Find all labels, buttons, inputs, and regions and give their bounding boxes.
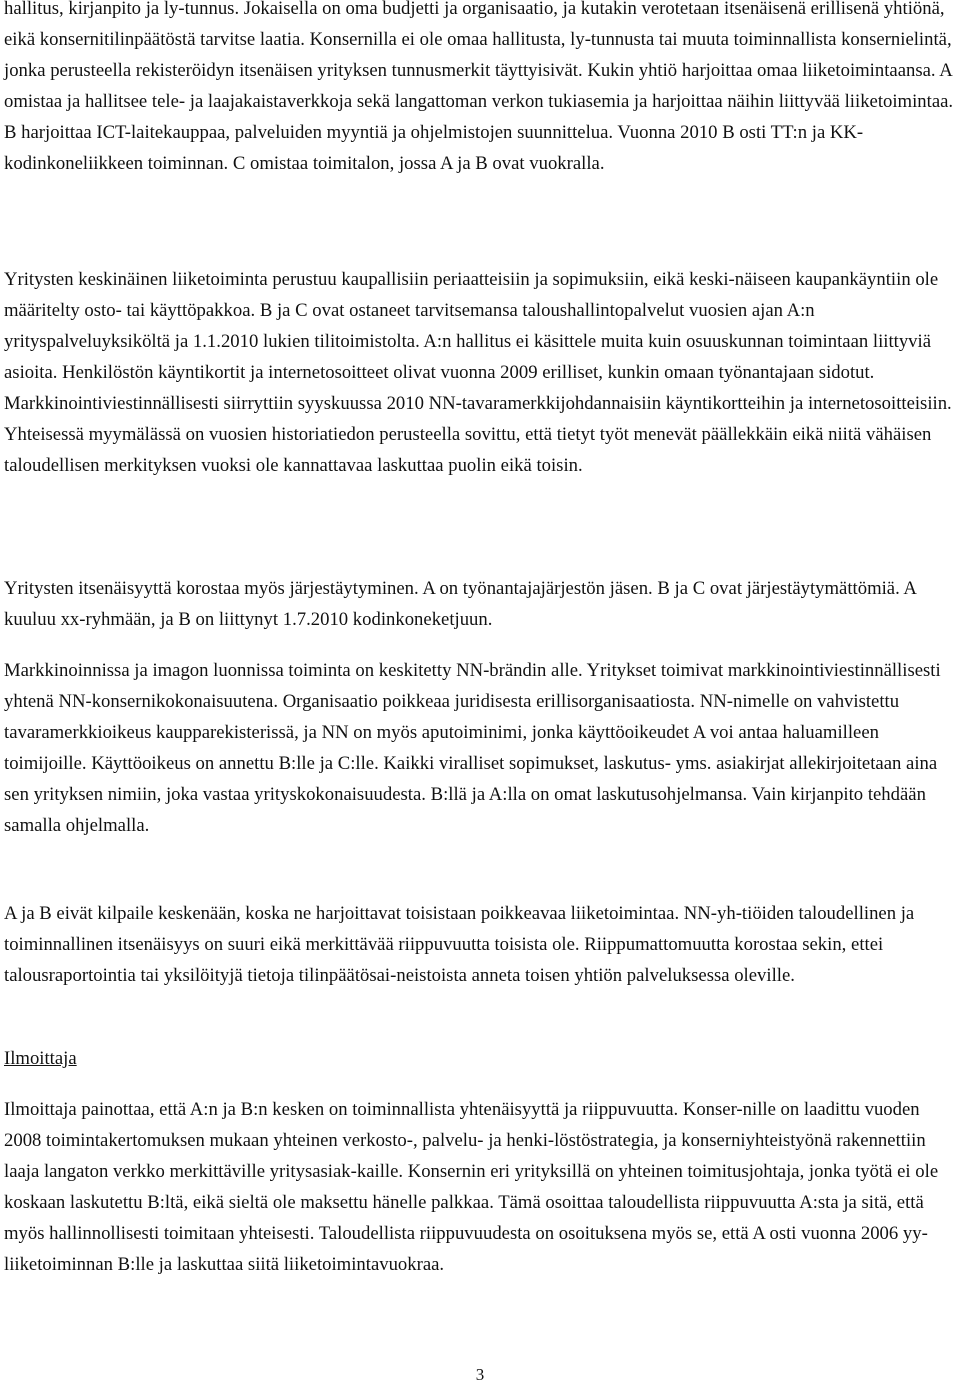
paragraph-marketing: Markkinoinnissa ja imagon luonnissa toiminta on keskitetty NN-brändin alle. Yritykset toimivat markkinointiviestinnällisesti yhtenä NN-konsernikokonaisuutena. Organisaatio poikkeaa juridisesta erillisorganisaatiosta. NN-nimelle on vahvistettu tavaramerkkioikeus kaupparekisterissä, ja NN on myös aputoiminimi, jonka käyttöoikeudet A voi antaa haluamilleen toimijoille. Käyttöoikeus on annettu B:lle ja C:lle. Kaikki viralliset sopimukset, laskutus- yms. asiakirjat allekirjoitetaan aina sen yrityksen nimiin, joka vastaa yrityskokonaisuudesta. B:llä ja A:lla on omat laskutusohjelmansa. Vain kirjanpito tehdään samalla ohjelmalla. xyxy=(4,660,941,836)
paragraph-mutual-business: Yritysten keskinäinen liiketoiminta perustuu kaupallisiin periaatteisiin ja sopimuksiin, eikä keski-näiseen kaupankäyntiin ole määritelty osto- tai käyttöpakkoa. B ja C ovat ostaneet tarvitsemansa taloushallintopalvelut vuosien ajan A:n yrityspalveluyksiköltä ja 1.1.2010 lukien tilitoimistolta. A:n hallitus ei käsittele muita kuin osuuskunnan toimintaan liittyviä asioita. Henkilöstön käyntikortit ja internetosoitteet olivat vuonna 2009 erilliset, kunkin omaan työnantajaan sidotut. Markkinointiviestinnällisesti siirryttiin syyskuussa 2010 NN-tavaramerkkijohdannaisiin käyntikortteihin ja internetosoitteisiin. Yhteisessä myymälässä on vuosien historiatiedon perusteella sovittu, että tietyt työt menevät päällekkäin eikä niitä vähäisen taloudellisen merkityksen vuoksi ole kannattavaa laskuttaa puolin eikä toisin. xyxy=(4,269,952,476)
page-number: 3 xyxy=(475,1365,485,1384)
paragraph-ilmoittaja: Ilmoittaja painottaa, että A:n ja B:n kesken on toiminnallista yhtenäisyyttä ja riippuvuutta. Konser-nille on laadittu vuoden 2008 toimintakertomuksen mukaan yhteinen verkosto-, palvelu- ja henki-löstöstrategia, ja konserniyhteistyönä rakennettiin laaja langaton verkko merkittäville yritysasiak-kaille. Konsernin eri yrityksillä on yhteinen toimitusjohtaja, jonka työtä ei ole koskaan laskutettu B:ltä, eikä sieltä ole maksettu hänelle palkkaa. Tämä osoittaa taloudellista riippuvuutta A:sta ja sitä, että myös hallinnollisesti toimitaan yhteisesti. Taloudellista riippuvuudesta on osoituksena myös se, että A osti vuonna 2006 yy-liiketoiminnan B:lle ja laskuttaa siitä liiketoimintavuokraa. xyxy=(4,1099,939,1275)
paragraph-competition: A ja B eivät kilpaile keskenään, koska ne harjoittavat toisistaan poikkeavaa liiketoimintaa. NN-yh-tiöiden taloudellinen ja toiminnallinen itsenäisyys on suuri eikä merkittävää riippuvuutta toisista ole. Riippumattomuutta korostaa sekin, ettei talousraportointia tai yksilöityjä tietoja tilinpäätösai-neistoista anneta toisen yhtiön palveluksessa oleville. xyxy=(4,903,915,986)
paragraph-company-structure: hallitus, kirjanpito ja ly-tunnus. Jokaisella on oma budjetti ja organisaatio, ja kutakin verotetaan itsenäisenä erillisenä yhtiönä, eikä konsernitilinpäätöstä tarvitse laatia. Konsernilla ei ole omaa hallitusta, ly-tunnusta tai muuta toiminnallista konsernielintä, jonka perusteella rekisteröidyn itsenäisen yrityksen tunnusmerkit täyttyisivät. Kukin yhtiö harjoittaa omaa liiketoimintaansa. A omistaa ja hallitsee tele- ja laajakaistaverkkoja sekä langattoman verkon tukiasemia ja harjoittaa näihin liittyvää liiketoimintaa. B harjoittaa ICT-laitekauppaa, palveluiden myyntiä ja ohjelmistojen suunnittelua. Vuonna 2010 B osti TT:n ja KK-kodinkoneliikkeen toiminnan. C omistaa toimitalon, jossa A ja B ovat vuokralla. xyxy=(4,0,954,174)
paragraph-organization: Yritysten itsenäisyyttä korostaa myös järjestäytyminen. A on työnantajajärjestön jäsen. B ja C ovat järjestäytymättömiä. A kuuluu xx-ryhmään, ja B on liittynyt 1.7.2010 kodinkoneketjuun. xyxy=(4,578,916,630)
section-heading-ilmoittaja: Ilmoittaja xyxy=(4,1048,77,1069)
